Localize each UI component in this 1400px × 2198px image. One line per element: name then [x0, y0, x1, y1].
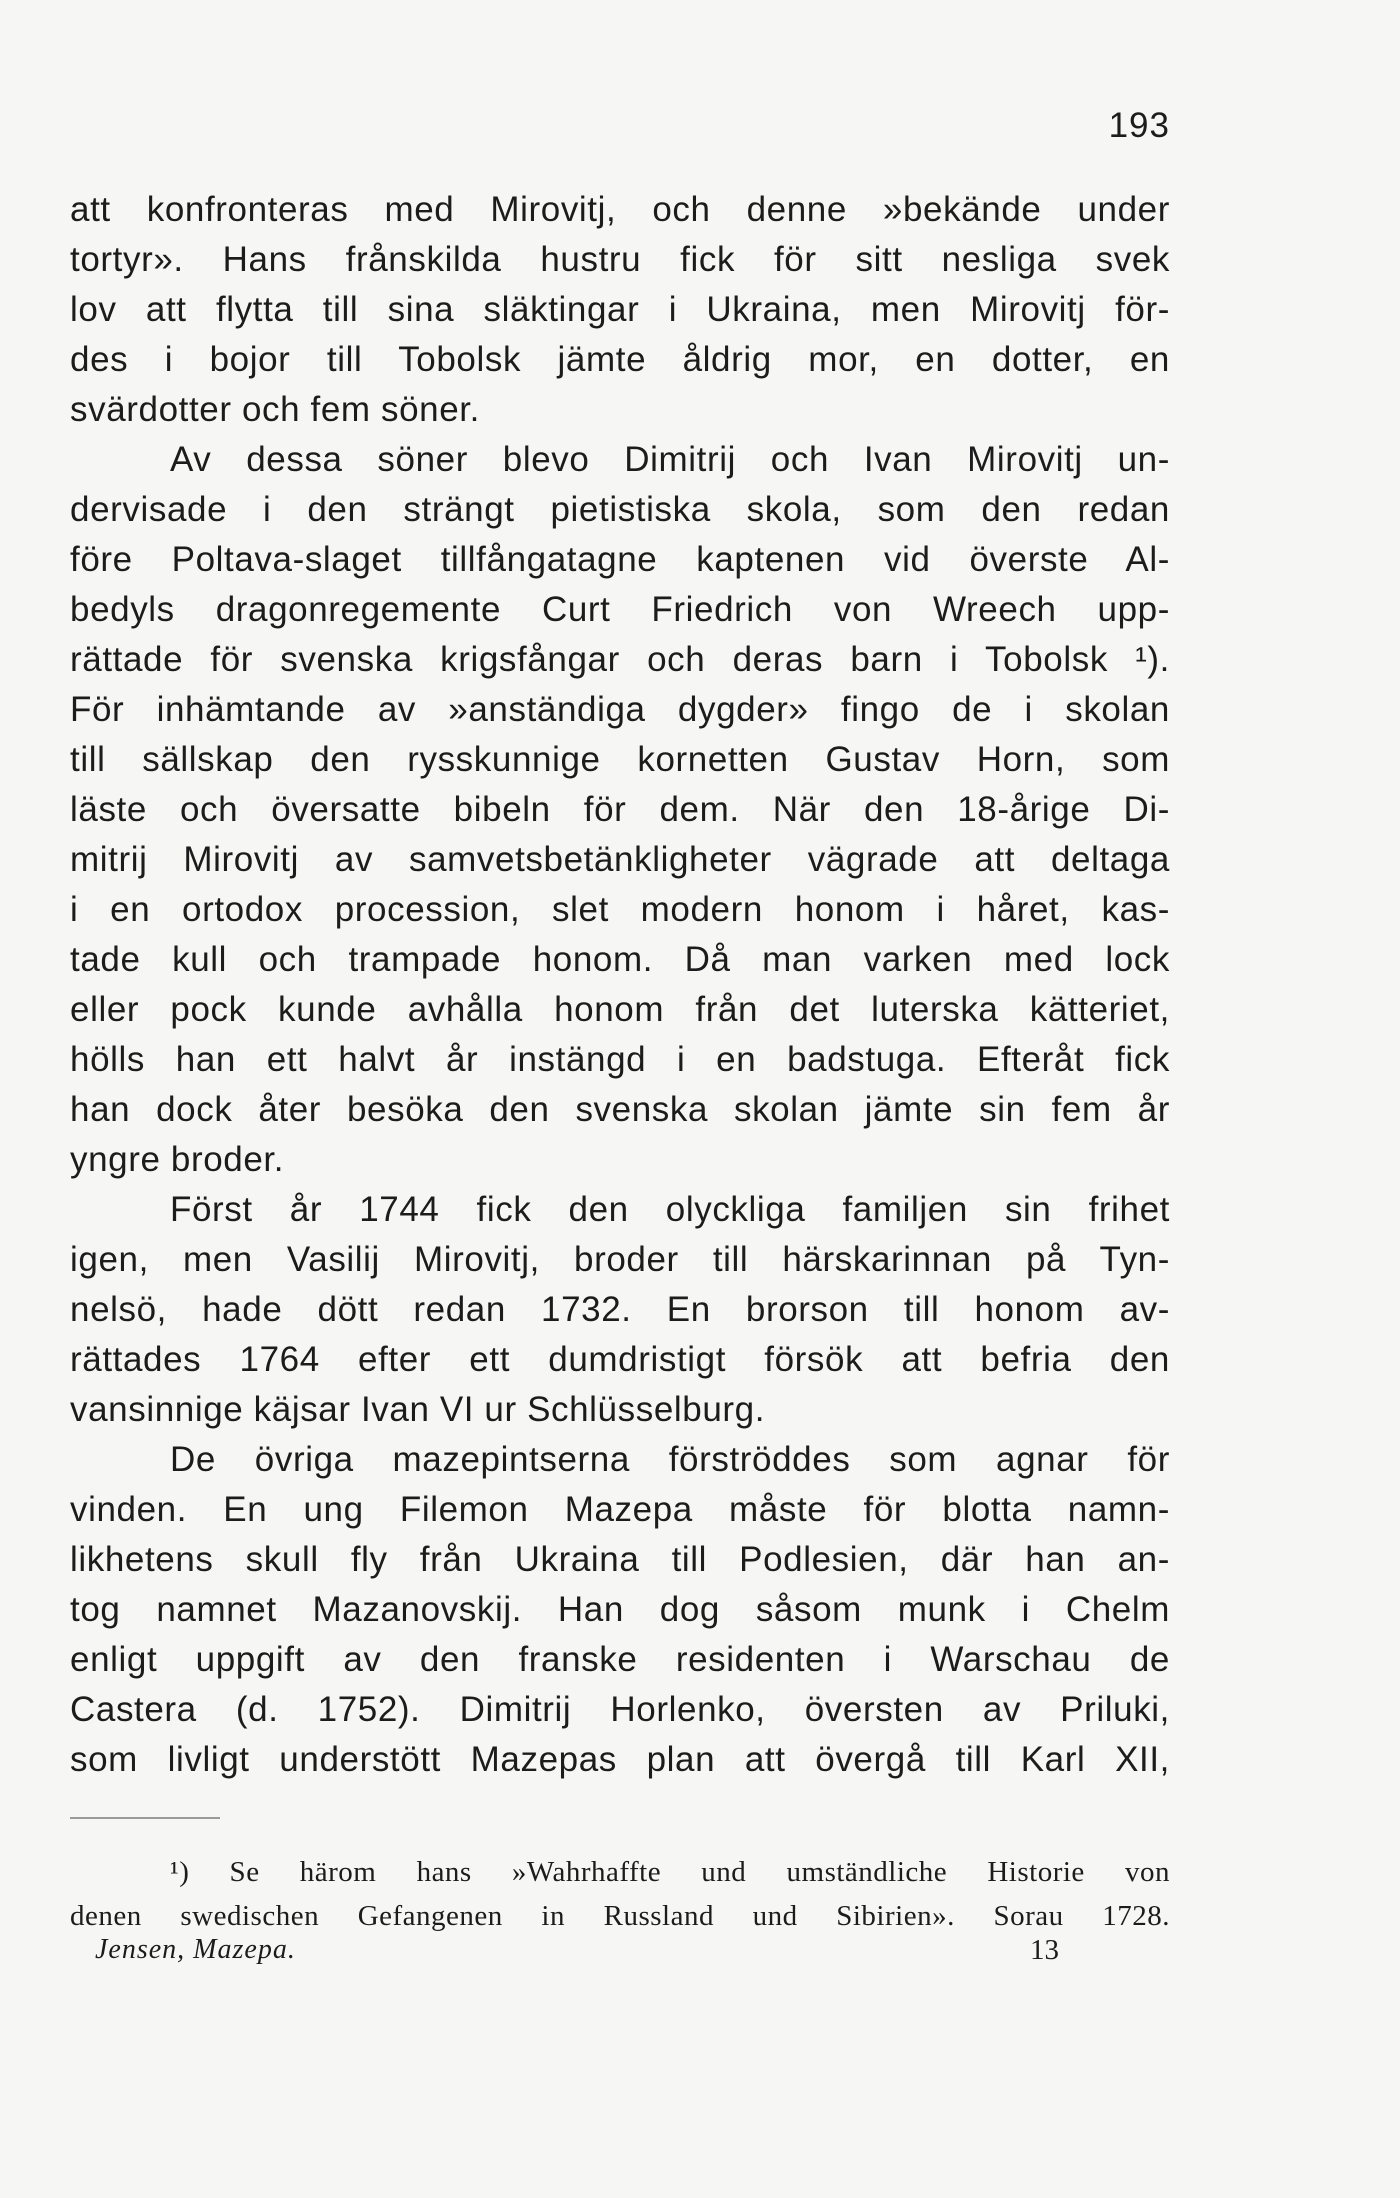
text-line: han dock åter besöka den svenska skolan jämte sin fem år [70, 1090, 1170, 1129]
text-line: des i bojor till Tobolsk jämte åldrig mor, en dotter, en [70, 340, 1170, 379]
text-line: lov att flytta till sina släktingar i Ukraina, men Mirovitj för- [70, 290, 1170, 329]
text-line: före Poltava-slaget tillfångatagne kaptenen vid överste Al- [70, 540, 1170, 579]
text-line: hölls han ett halvt år instängd i en badstuga. Efteråt fick [70, 1040, 1170, 1079]
text-line: bedyls dragonregemente Curt Friedrich von Wreech upp- [70, 590, 1170, 629]
text-line: svärdotter och fem söner. [70, 390, 480, 429]
text-line: Först år 1744 fick den olyckliga familjen sin frihet [170, 1190, 1170, 1229]
text-line: Castera (d. 1752). Dimitrij Horlenko, översten av Priluki, [70, 1690, 1170, 1729]
page-number: 193 [1108, 106, 1170, 145]
text-line: tortyr». Hans frånskilda hustru fick för sitt nesliga svek [70, 240, 1170, 279]
sheet-number: 13 [1030, 1934, 1059, 1966]
text-line: dervisade i den strängt pietistiska skola, som den redan [70, 490, 1170, 529]
text-line: yngre broder. [70, 1140, 285, 1179]
footnote [70, 1850, 1170, 1938]
text-line: De övriga mazepintserna förströddes som agnar för [170, 1440, 1170, 1479]
text-line: läste och översatte bibeln för dem. När den 18-årige Di- [70, 790, 1170, 829]
text-line: till sällskap den rysskunnige kornetten Gustav Horn, som [70, 740, 1170, 779]
text-line: För inhämtande av »anständiga dygder» fingo de i skolan [70, 690, 1170, 729]
text-line: tog namnet Mazanovskij. Han dog såsom munk i Chelm [70, 1590, 1170, 1629]
text-line: enligt uppgift av den franske residenten i Warschau de [70, 1640, 1170, 1679]
text-line: mitrij Mirovitj av samvetsbetänkligheter vägrade att deltaga [70, 840, 1170, 879]
text-line: eller pock kunde avhålla honom från det luterska kätteriet, [70, 990, 1170, 1029]
text-line: rättade för svenska krigsfångar och deras barn i Tobolsk ¹). [70, 640, 1170, 679]
text-line: nelsö, hade dött redan 1732. En brorson till honom av- [70, 1290, 1170, 1329]
text-line: Av dessa söner blevo Dimitrij och Ivan Mirovitj un- [170, 440, 1170, 479]
footnote-line: denen swedischen Gefangenen in Russland und Sibirien». Sorau 1728. [70, 1900, 1170, 1932]
text-line: att konfronteras med Mirovitj, och denne »bekände under [70, 190, 1170, 229]
signature-mark: Jensen, Mazepa. [95, 1934, 296, 1965]
text-line: rättades 1764 efter ett dumdristigt försök att befria den [70, 1340, 1170, 1379]
text-line: som livligt understött Mazepas plan att övergå till Karl XII, [70, 1740, 1170, 1779]
body-text [70, 185, 1170, 1785]
text-line: vansinnige käjsar Ivan VI ur Schlüsselburg. [70, 1390, 766, 1429]
text-line: likhetens skull fly från Ukraina till Podlesien, där han an- [70, 1540, 1170, 1579]
footnote-divider [70, 1817, 220, 1819]
footnote-line: ¹) Se härom hans »Wahrhaffte und umständliche Historie von [170, 1856, 1170, 1888]
text-line: vinden. En ung Filemon Mazepa måste för blotta namn- [70, 1490, 1170, 1529]
text-line: igen, men Vasilij Mirovitj, broder till härskarinnan på Tyn- [70, 1240, 1170, 1279]
text-line: i en ortodox procession, slet modern honom i håret, kas- [70, 890, 1170, 929]
text-line: tade kull och trampade honom. Då man varken med lock [70, 940, 1170, 979]
